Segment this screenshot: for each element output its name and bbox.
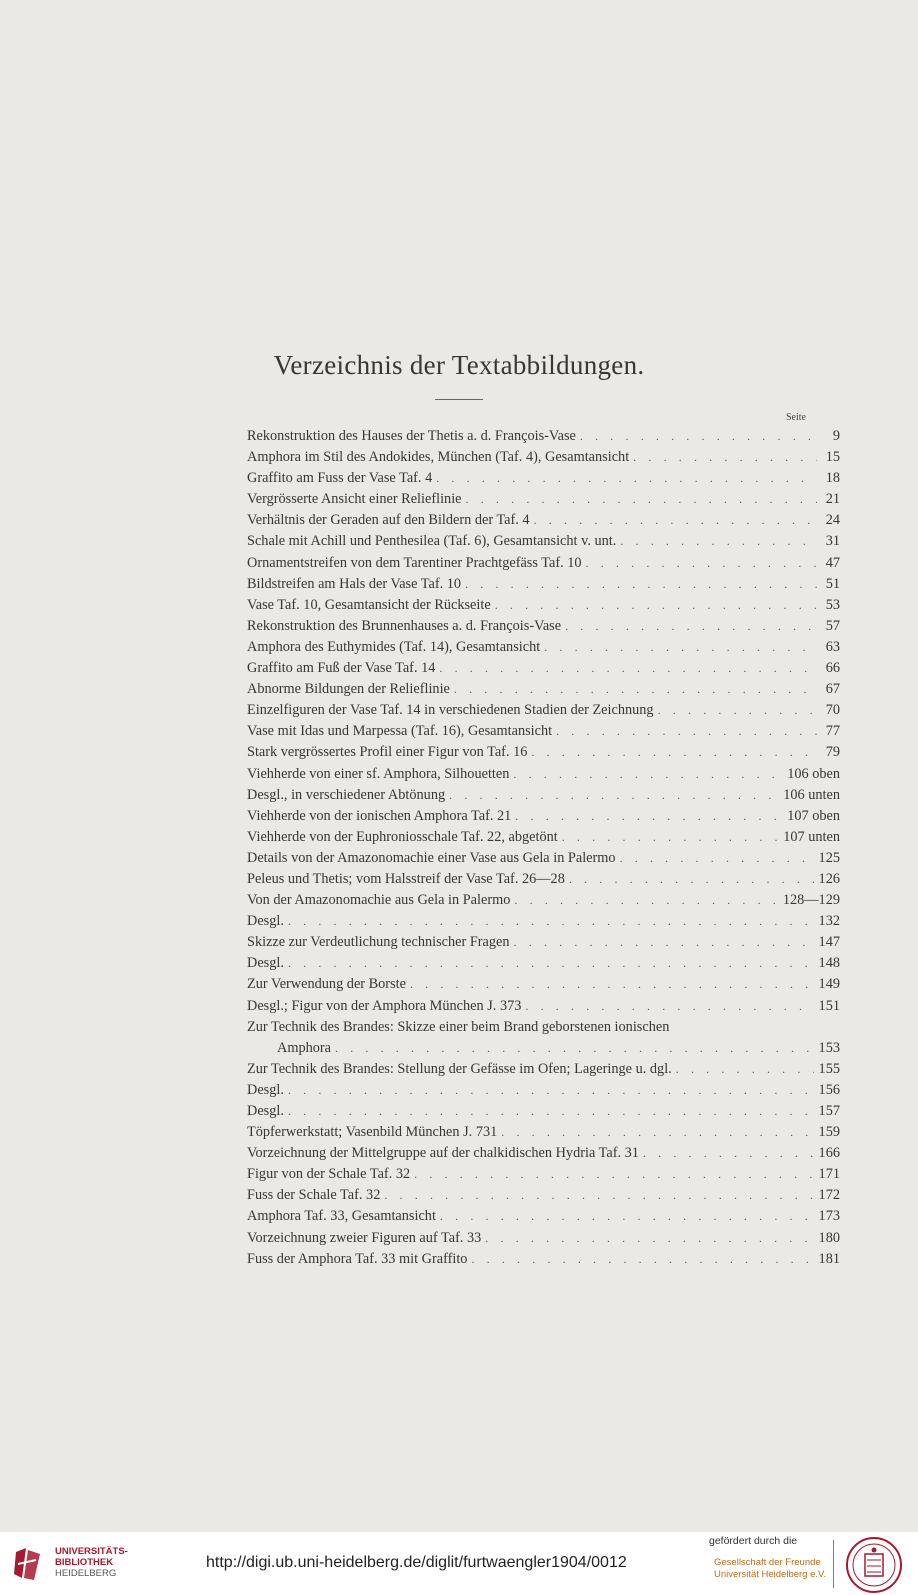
figure-list [247,426,840,1270]
figure-entry-page: 151 [818,997,840,1014]
figure-entry [247,953,840,974]
dot-leader [449,785,778,806]
figure-entry [247,426,840,447]
figure-entry-page: 18 [825,470,840,487]
figure-entry-title: Bildstreifen am Hals der Vase Taf. 10 [247,575,462,592]
figure-entry [247,890,840,911]
figure-entry [247,1017,840,1038]
dot-leader [466,489,817,510]
library-name-line3: HEIDELBERG [55,1568,117,1579]
dot-leader [534,510,817,531]
figure-entry [247,447,840,468]
dot-leader [288,1101,814,1122]
figure-entry [247,637,840,658]
dot-leader [620,531,817,552]
figure-entry-title: Desgl. [247,1103,284,1119]
figure-entry [247,574,840,595]
figure-entry-page: 172 [818,1187,840,1204]
figure-entry-page: 147 [818,934,840,951]
figure-entry-title: Figur von der Schale Taf. 32 [247,1166,411,1183]
figure-entry [247,996,840,1017]
figure-entry [247,911,840,932]
footer-bar [0,1532,918,1595]
figure-entry-title: Peleus und Thetis; vom Halsstreif der Vase Taf. 26—28 [247,870,565,887]
figure-entry-page: 155 [818,1060,840,1077]
figure-entry-title: Von der Amazonomachie aus Gela in Palermo [247,892,511,909]
figure-entry-page: 24 [825,512,840,529]
ub-heidelberg-logo-icon [10,1544,48,1584]
figure-entry-page: 70 [825,702,840,719]
figure-entry-title: Skizze zur Verdeutlichung technischer Fragen [247,934,510,951]
figure-entry-title: Amphora [277,1039,331,1056]
dot-leader [562,827,778,848]
figure-entry [247,827,840,848]
figure-entry-title: Vorzeichnung zweier Figuren auf Taf. 33 [247,1229,482,1246]
figure-entry-title: Verhältnis der Geraden auf den Bildern der Taf. 4 [247,512,530,529]
dot-leader [440,1206,814,1227]
figure-entry-title: Amphora des Euthymides (Taf. 14), Gesamtansicht [247,638,541,655]
figure-entry [247,869,840,890]
figure-entry-page: 181 [818,1250,840,1267]
sponsor-name-line1: Gesellschaft der Freunde [714,1557,821,1568]
figure-entry-page: 31 [825,533,840,550]
figure-entry-page: 106 unten [783,786,840,803]
figure-entry [247,679,840,700]
figure-entry-title: Amphora Taf. 33, Gesamtansicht [247,1208,436,1225]
library-name-line1: UNIVERSITÄTS- [55,1546,128,1557]
dot-leader [495,595,817,616]
figure-entry [247,932,840,953]
figure-entry-page: 128—129 [782,892,840,909]
dot-leader [454,679,817,700]
figure-entry [247,510,840,531]
figure-entry-page: 77 [825,723,840,740]
figure-entry [247,658,840,679]
figure-entry [247,721,840,742]
figure-entry-title: Vergrösserte Ansicht einer Relieflinie [247,491,462,508]
dot-leader [515,806,782,827]
figure-entry [247,531,840,552]
figure-entry-title: Schale mit Achill und Penthesilea (Taf. 6), Gesamtansicht v. unt. [247,533,617,550]
figure-entry-page: 107 unten [783,828,840,845]
figure-entry [247,468,840,489]
dot-leader [514,932,814,953]
figure-entry-page: 79 [825,744,840,761]
figure-entry-page: 148 [818,955,840,972]
dot-leader [436,468,817,489]
sponsor-name-line2: Universität Heidelberg e.V. [714,1569,827,1580]
figure-entry-title: Details von der Amazonomachie einer Vase aus Gela in Palermo [247,849,616,866]
dot-leader [633,447,817,468]
figure-entry [247,1038,840,1059]
figure-entry-page: 132 [818,913,840,930]
figure-entry-title: Stark vergrössertes Profil einer Figur von Taf. 16 [247,744,528,761]
figure-entry [247,700,840,721]
figure-entry-title: Einzelfiguren der Vase Taf. 14 in verschiedenen Stadien der Zeichnung [247,702,654,719]
dot-leader [485,1228,813,1249]
figure-entry [247,1101,840,1122]
dot-leader [335,1038,814,1059]
figure-entry-page: 57 [825,617,840,634]
figure-entry [247,848,840,869]
figure-entry-page: 15 [825,449,840,466]
figure-entry-title: Amphora im Stil des Andokides, München (Taf. 4), Gesamtansicht [247,449,630,466]
dot-leader [531,742,817,763]
dot-leader [501,1122,813,1143]
library-name-line2: BIBLIOTHEK [55,1557,114,1568]
figure-entry-title: Zur Technik des Brandes: Skizze einer beim Brand geborstenen ionischen [247,1018,670,1035]
figure-entry [247,974,840,995]
figure-entry-page: 21 [825,491,840,508]
dot-leader [471,1249,813,1270]
dot-leader [414,1164,813,1185]
figure-entry [247,1080,840,1101]
dot-leader [525,996,813,1017]
funded-by-label: gefördert durch die [709,1535,798,1547]
dot-leader [288,953,814,974]
figure-entry-page: 106 oben [787,765,840,782]
dot-leader [288,1080,814,1101]
figure-entry-title: Rekonstruktion des Hauses der Thetis a. d. François-Vase [247,428,576,444]
dot-leader [465,574,817,595]
figure-entry [247,489,840,510]
figure-entry-title: Abnorme Bildungen der Relieflinie [247,681,450,698]
figure-entry-page: 166 [818,1145,840,1162]
dot-leader [580,426,817,447]
figure-entry-title: Graffito am Fuß der Vase Taf. 14 [247,660,436,677]
dot-leader [439,658,817,679]
page-column-label: Seite [786,412,806,423]
figure-entry-title: Desgl.; Figur von der Amphora München J. 373 [247,997,522,1014]
sponsor-divider [833,1540,834,1588]
figure-entry-page: 153 [818,1039,840,1056]
page-title: Verzeichnis der Textabbildungen. [273,350,645,380]
dot-leader [658,700,817,721]
figure-entry-title: Viehherde von der Euphroniosschale Taf. 22, abgetönt [247,828,558,845]
figure-entry-title: Zur Technik des Brandes: Stellung der Gefässe im Ofen; Lageringe u. dgl. [247,1060,672,1077]
library-name [55,1546,128,1579]
dot-leader [569,869,814,890]
figure-entry [247,1206,840,1227]
figure-entry-title: Desgl. [247,913,284,930]
figure-entry-title: Fuss der Amphora Taf. 33 mit Graffito [247,1250,468,1267]
figure-entry [247,553,840,574]
figure-entry [247,764,840,785]
figure-entry [247,742,840,763]
figure-entry-page: 51 [825,575,840,592]
dot-leader [544,637,817,658]
dot-leader [643,1143,814,1164]
figure-entry-title: Rekonstruktion des Brunnenhauses a. d. François-Vase [247,617,562,634]
university-seal-icon [845,1536,903,1594]
figure-entry-page: 149 [818,976,840,993]
dot-leader [620,848,814,869]
permalink-url[interactable]: http://digi.ub.uni-heidelberg.de/diglit/furtwaengler1904/0012 [206,1554,627,1571]
figure-entry-title: Desgl. [247,1081,284,1098]
figure-entry-page: 171 [818,1166,840,1183]
dot-leader [586,553,817,574]
figure-entry-title: Zur Verwendung der Borste [247,976,406,993]
dot-leader [514,890,777,911]
figure-entry-title: Desgl., in verschiedener Abtönung [247,786,446,803]
figure-entry-page: 157 [818,1103,840,1119]
dot-leader [556,721,817,742]
figure-entry [247,1228,840,1249]
figure-entry-title: Viehherde von einer sf. Amphora, Silhouetten [247,765,510,782]
figure-entry-page: 180 [818,1229,840,1246]
figure-entry [247,1164,840,1185]
dot-leader [288,911,814,932]
figure-entry [247,806,840,827]
dot-leader [565,616,817,637]
dot-leader [410,974,814,995]
figure-entry [247,1143,840,1164]
figure-entry [247,1059,840,1080]
figure-entry [247,616,840,637]
figure-entry-page: 173 [818,1208,840,1225]
figure-entry-page: 66 [825,660,840,677]
figure-entry-page: 159 [818,1124,840,1141]
figure-entry-page: 156 [818,1081,840,1098]
figure-entry-page: 107 oben [787,807,840,824]
figure-entry-page: 67 [825,681,840,698]
figure-entry-page: 126 [818,870,840,887]
dot-leader [676,1059,814,1080]
figure-entry-title: Töpferwerkstatt; Vasenbild München J. 731 [247,1124,498,1141]
dot-leader [513,764,782,785]
figure-entry-title: Viehherde von der ionischen Amphora Taf. 21 [247,807,512,824]
figure-entry [247,595,840,616]
figure-entry-title: Desgl. [247,955,284,972]
figure-entry [247,1185,840,1206]
title-divider [435,399,483,400]
sponsor-name[interactable] [714,1557,826,1581]
figure-entry [247,1249,840,1270]
figure-entry [247,785,840,806]
figure-entry-page: 9 [832,428,840,444]
figure-entry-title: Ornamentstreifen von dem Tarentiner Prachtgefäss Taf. 10 [247,554,582,571]
figure-entry-title: Vase Taf. 10, Gesamtansicht der Rückseite [247,596,491,613]
figure-entry-title: Vorzeichnung der Mittelgruppe auf der chalkidischen Hydria Taf. 31 [247,1145,639,1162]
figure-entry-page: 63 [825,638,840,655]
figure-entry-title: Graffito am Fuss der Vase Taf. 4 [247,470,433,487]
figure-entry-title: Fuss der Schale Taf. 32 [247,1187,381,1204]
figure-entry [247,1122,840,1143]
figure-entry-page: 125 [818,849,840,866]
figure-entry-title: Vase mit Idas und Marpessa (Taf. 16), Gesamtansicht [247,723,553,740]
figure-entry-page: 47 [825,554,840,571]
dot-leader [384,1185,813,1206]
figure-entry-page: 53 [825,596,840,613]
